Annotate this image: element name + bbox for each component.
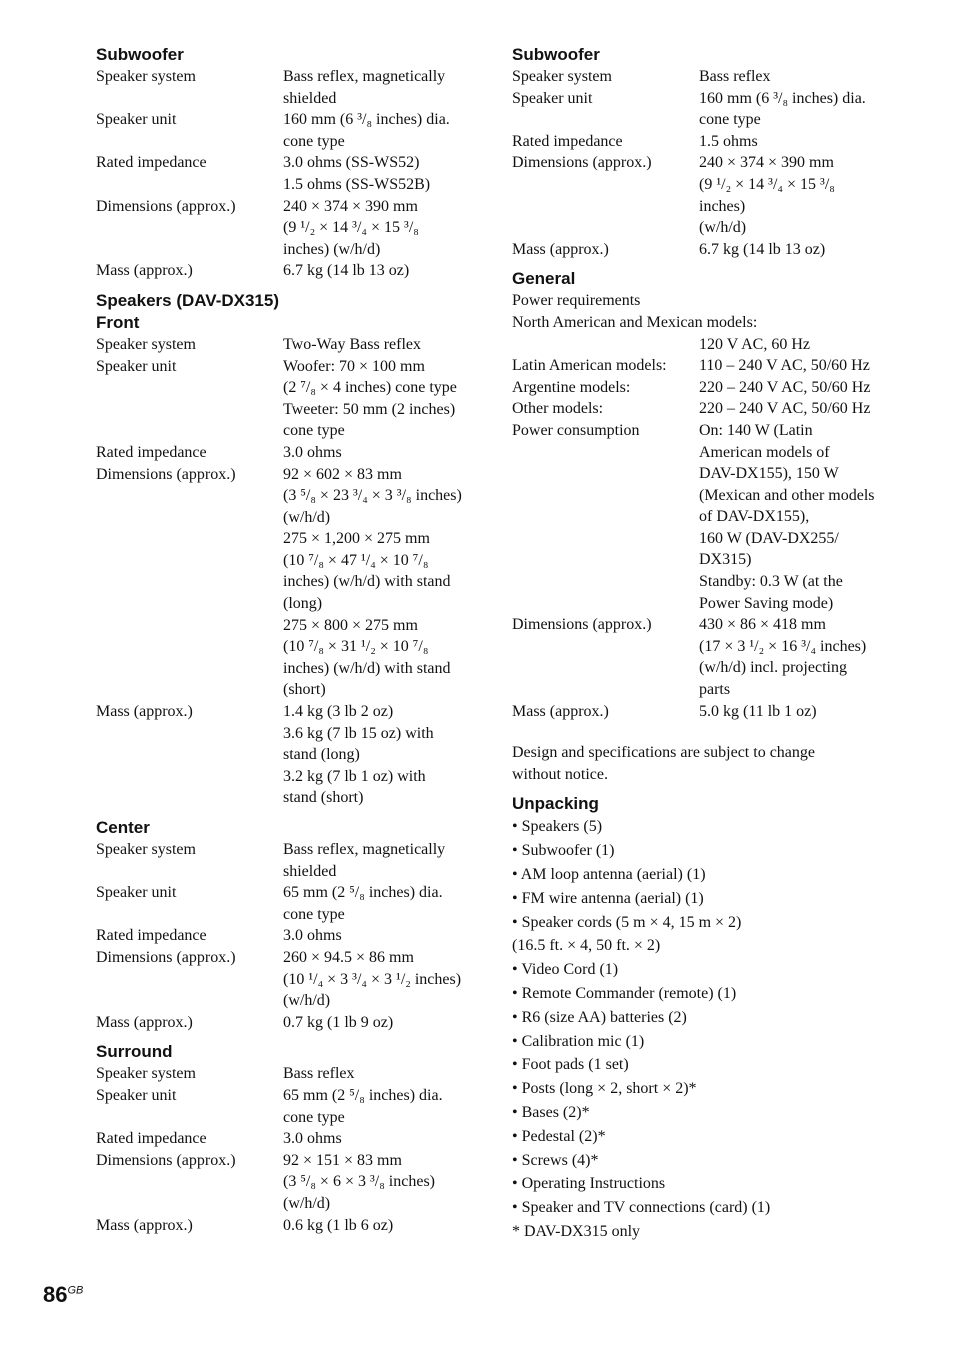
spec-value-line: (3 ⁵/₈ × 23 ³/₄ × 3 ³/₈ inches) [283, 487, 462, 505]
section-title-general: General [512, 269, 576, 289]
spec-row [512, 355, 912, 377]
power-requirements-label: Power requirements [512, 292, 641, 310]
spec-value-line: 160 mm (6 ³/₈ inches) dia. [283, 111, 450, 129]
spec-label: Rated impedance [96, 154, 207, 172]
spec-value-line: (w/h/d) [283, 992, 331, 1010]
spec-value [699, 614, 912, 700]
spec-value-line: Woofer: 70 × 100 mm [283, 357, 425, 375]
spec-row [96, 356, 476, 442]
spec-value [699, 355, 912, 377]
spec-value-line: inches) [699, 197, 746, 215]
spec-label: Latin American models: [512, 357, 667, 375]
spec-value-line: 65 mm (2 ⁵/₈ inches) dia. [283, 1086, 443, 1104]
spec-label: Speaker unit [96, 884, 177, 902]
spec-value-line: (long) [283, 595, 323, 613]
spec-value-line: Bass reflex, magnetically [283, 841, 446, 858]
spec-label: Speaker system [512, 68, 612, 85]
spec-value-line: 160 W (DAV-DX255/ [699, 529, 839, 547]
section-title-center: Center [96, 818, 150, 837]
spec-row [96, 1085, 476, 1128]
spec-label: Speaker unit [96, 357, 177, 375]
spec-value-line: 1.5 ohms (SS-WS52B) [283, 175, 431, 193]
spec-value-line: stand (long) [283, 746, 360, 764]
spec-value-line: Bass reflex, magnetically [283, 68, 446, 85]
section-title-subwoofer: Subwoofer [96, 45, 184, 64]
spec-label: Mass (approx.) [96, 262, 193, 280]
spec-value-line: DAV-DX155), 150 W [699, 465, 839, 483]
spec-value-line: 92 × 151 × 83 mm [283, 1151, 402, 1169]
spec-value-line: 3.2 kg (7 lb 1 oz) with [283, 767, 426, 785]
spec-value [699, 701, 912, 723]
spec-value-line: cone type [283, 1108, 345, 1126]
spec-row [96, 925, 476, 947]
spec-label: Speaker unit [512, 89, 593, 107]
spec-row [512, 131, 912, 153]
spec-value [283, 1128, 476, 1150]
spec-row [96, 260, 476, 282]
spec-row [512, 334, 912, 356]
spec-row [512, 420, 912, 614]
spec-value-line: Standby: 0.3 W (at the [699, 573, 843, 591]
list-item: • FM wire antenna (aerial) (1) [512, 889, 704, 907]
spec-label [512, 334, 699, 356]
spec-value [283, 882, 476, 925]
spec-row [96, 1150, 476, 1215]
spec-value-line: 275 × 1,200 × 275 mm [283, 530, 430, 548]
spec-label: Speaker unit [96, 111, 177, 129]
spec-row [96, 334, 476, 356]
page-number-value: 86 [43, 1282, 68, 1307]
list-item: • Speaker cords (5 m × 4, 15 m × 2) [512, 913, 742, 931]
spec-value-line: 1.4 kg (3 lb 2 oz) [283, 703, 394, 721]
unpacking-list [512, 815, 912, 1220]
notice-line: Design and specifications are subject to change [512, 744, 815, 762]
list-item: • Remote Commander (remote) (1) [512, 984, 737, 1002]
spec-value-line: 0.7 kg (1 lb 9 oz) [283, 1013, 394, 1031]
spec-value-line: DX315) [699, 551, 752, 569]
spec-row [96, 196, 476, 261]
spec-value-line: inches) (w/h/d) with stand [283, 573, 451, 591]
spec-value-line: (10 ⁷/₈ × 31 ¹/₂ × 10 ⁷/₈ [283, 638, 429, 656]
spec-value-line: 6.7 kg (14 lb 13 oz) [699, 240, 826, 258]
spec-value-line: 275 × 800 × 275 mm [283, 616, 418, 634]
spec-value-line: (w/h/d) [283, 508, 331, 526]
spec-value [283, 442, 476, 464]
spec-label: Other models: [512, 400, 604, 418]
spec-value [283, 66, 476, 109]
spec-row [512, 377, 912, 399]
spec-value [283, 947, 476, 1012]
spec-value [283, 152, 476, 195]
spec-value-line: Power Saving mode) [699, 594, 834, 612]
spec-row [512, 152, 912, 238]
spec-row [512, 614, 912, 700]
spec-value-line: stand (short) [283, 789, 364, 807]
spec-row [96, 701, 476, 809]
spec-value-line: of DAV-DX155), [699, 508, 810, 526]
spec-value-line: 240 × 374 × 390 mm [283, 197, 418, 215]
list-item: • Bases (2)* [512, 1103, 590, 1121]
notice-paragraph [512, 742, 912, 785]
spec-label: Speaker system [96, 335, 196, 353]
spec-value [283, 839, 476, 882]
spec-value [699, 152, 912, 238]
north-american-label: North American and Mexican models: [512, 313, 758, 331]
spec-value-line: Tweeter: 50 mm (2 inches) [283, 400, 456, 418]
spec-value [283, 1012, 476, 1034]
spec-value-line: 65 mm (2 ⁵/₈ inches) dia. [283, 884, 443, 902]
spec-value-line: cone type [283, 905, 345, 923]
spec-table [96, 334, 476, 809]
spec-label: Argentine models: [512, 378, 631, 396]
spec-label: Rated impedance [512, 132, 623, 150]
spec-label: Speaker system [96, 841, 196, 858]
spec-table [512, 334, 912, 723]
spec-value-line: (2 ⁷/₈ × 4 inches) cone type [283, 379, 457, 397]
spec-value [283, 464, 476, 702]
spec-label: Dimensions (approx.) [96, 465, 236, 483]
spec-label: Mass (approx.) [96, 1013, 193, 1031]
spec-value-line: 92 × 602 × 83 mm [283, 465, 402, 483]
spec-value-line: cone type [283, 132, 345, 150]
spec-value-line: (17 × 3 ¹/₂ × 16 ³/₄ inches) [699, 637, 867, 655]
spec-row [96, 1063, 476, 1085]
list-item: • Speakers (5) [512, 818, 603, 836]
spec-value [283, 1085, 476, 1128]
spec-label: Mass (approx.) [96, 1216, 193, 1234]
spec-value-line: (10 ¹/₄ × 3 ³/₄ × 3 ¹/₂ inches) [283, 970, 462, 988]
spec-value-line: (w/h/d) [283, 1194, 331, 1212]
spec-value [283, 196, 476, 261]
spec-value-line: shielded [283, 89, 337, 107]
spec-value-line: 3.0 ohms [283, 443, 342, 461]
spec-table [512, 66, 912, 260]
spec-label: Power consumption [512, 421, 640, 439]
spec-value [283, 334, 476, 356]
spec-label: Dimensions (approx.) [96, 197, 236, 215]
spec-value [283, 925, 476, 947]
spec-row [512, 88, 912, 131]
spec-label: Rated impedance [96, 1130, 207, 1148]
spec-value [283, 701, 476, 809]
spec-value [699, 377, 912, 399]
list-item: • Subwoofer (1) [512, 842, 615, 860]
spec-value-line: (w/h/d) [699, 219, 747, 237]
spec-value-line: (3 ⁵/₈ × 6 × 3 ³/₈ inches) [283, 1173, 435, 1191]
list-item: • Pedestal (2)* [512, 1127, 606, 1145]
spec-value-line: parts [699, 681, 731, 699]
spec-row [96, 464, 476, 702]
notice-line: without notice. [512, 765, 608, 783]
list-item: (16.5 ft. × 4, 50 ft. × 2) [512, 937, 661, 955]
spec-value [699, 131, 912, 153]
spec-row [96, 839, 476, 882]
spec-value-line: 6.7 kg (14 lb 13 oz) [283, 262, 410, 280]
spec-value-line: 110 – 240 V AC, 50/60 Hz [699, 357, 870, 375]
spec-value [699, 334, 912, 356]
spec-label: Rated impedance [96, 443, 207, 461]
spec-value [283, 1215, 476, 1237]
spec-value-line: inches) (w/h/d) [283, 240, 381, 258]
spec-value-line: 3.0 ohms [283, 927, 342, 945]
spec-row [96, 1128, 476, 1150]
spec-value-line: American models of [699, 443, 830, 461]
spec-value-line: 240 × 374 × 390 mm [699, 154, 834, 172]
spec-row [96, 109, 476, 152]
spec-value-line: 3.0 ohms (SS-WS52) [283, 154, 420, 172]
footnote: * DAV-DX315 only [512, 1222, 641, 1240]
spec-value [283, 260, 476, 282]
spec-label: Dimensions (approx.) [512, 154, 652, 172]
spec-row [512, 398, 912, 420]
spec-value-line: cone type [699, 111, 761, 129]
spec-value [699, 66, 912, 88]
spec-row [96, 66, 476, 109]
spec-label: Rated impedance [96, 927, 207, 945]
spec-label: Mass (approx.) [512, 702, 609, 720]
section-title-speakers: Speakers (DAV-DX315) [96, 290, 279, 310]
spec-value-line: shielded [283, 862, 337, 880]
spec-label: Speaker unit [96, 1086, 177, 1104]
section-title-unpacking: Unpacking [512, 794, 599, 814]
spec-value-line: Bass reflex [699, 68, 771, 85]
list-item: • Operating Instructions [512, 1175, 666, 1193]
spec-row [96, 1215, 476, 1237]
spec-value [699, 88, 912, 131]
spec-value-line: 3.6 kg (7 lb 15 oz) with [283, 724, 434, 742]
spec-label: Speaker system [96, 68, 196, 85]
spec-label: Dimensions (approx.) [512, 616, 652, 634]
spec-value-line: (9 ¹/₂ × 14 ³/₄ × 15 ³/₈ [283, 219, 419, 237]
spec-label: Dimensions (approx.) [96, 1151, 236, 1169]
spec-value-line: (9 ¹/₂ × 14 ³/₄ × 15 ³/₈ [699, 175, 835, 193]
section-title-surround: Surround [96, 1042, 173, 1062]
spec-label: Speaker system [96, 1065, 196, 1083]
spec-value [283, 356, 476, 442]
spec-value-line: 220 – 240 V AC, 50/60 Hz [699, 400, 871, 418]
spec-value-line: Bass reflex [283, 1065, 355, 1083]
spec-row [96, 882, 476, 925]
list-item: • Video Cord (1) [512, 961, 619, 979]
spec-value-line: On: 140 W (Latin [699, 421, 813, 439]
spec-value-line: 1.5 ohms [699, 132, 758, 150]
spec-table [96, 839, 476, 1033]
spec-label: Mass (approx.) [512, 240, 609, 258]
spec-value [283, 109, 476, 152]
spec-value-line: 0.6 kg (1 lb 6 oz) [283, 1216, 394, 1234]
page-number-suffix: GB [67, 1284, 84, 1297]
list-item: • Screws (4)* [512, 1151, 599, 1169]
spec-row [96, 947, 476, 1012]
spec-value-line: 260 × 94.5 × 86 mm [283, 948, 414, 966]
spec-value-line: (10 ⁷/₈ × 47 ¹/₄ × 10 ⁷/₈ [283, 551, 429, 569]
spec-value-line: cone type [283, 422, 345, 440]
spec-row [512, 239, 912, 261]
spec-row [512, 701, 912, 723]
spec-value-line: inches) (w/h/d) with stand [283, 659, 451, 677]
spec-value-line: 120 V AC, 60 Hz [699, 335, 810, 353]
spec-value-line: (w/h/d) incl. projecting [699, 659, 847, 677]
spec-label: Dimensions (approx.) [96, 948, 236, 966]
list-item: • AM loop antenna (aerial) (1) [512, 866, 706, 883]
spec-row [96, 152, 476, 195]
spec-value [283, 1150, 476, 1215]
list-item: • R6 (size AA) batteries (2) [512, 1008, 687, 1026]
spec-value [699, 420, 912, 614]
spec-value [283, 1063, 476, 1085]
spec-label: Mass (approx.) [96, 703, 193, 721]
spec-table [96, 1063, 476, 1236]
right-column [512, 44, 912, 1244]
section-title-subwoofer: Subwoofer [512, 45, 600, 64]
spec-value-line: (Mexican and other models [699, 486, 875, 504]
list-item: • Speaker and TV connections (card) (1) [512, 1199, 771, 1217]
spec-value [699, 239, 912, 261]
spec-row [96, 442, 476, 464]
left-column [96, 44, 476, 1242]
spec-row [96, 1012, 476, 1034]
page-number [43, 1282, 83, 1308]
spec-value-line: 160 mm (6 ³/₈ inches) dia. [699, 89, 866, 107]
spec-row [512, 66, 912, 88]
list-item: • Posts (long × 2, short × 2)* [512, 1080, 697, 1098]
spec-table [96, 66, 476, 282]
list-item: • Calibration mic (1) [512, 1032, 645, 1050]
spec-value-line: Two-Way Bass reflex [283, 335, 421, 353]
spec-value-line: 430 × 86 × 418 mm [699, 616, 826, 634]
spec-value-line: 3.0 ohms [283, 1130, 342, 1148]
list-item: • Foot pads (1 set) [512, 1056, 629, 1074]
spec-value-line: 5.0 kg (11 lb 1 oz) [699, 702, 817, 720]
spec-value-line: (short) [283, 681, 326, 699]
spec-value-line: 220 – 240 V AC, 50/60 Hz [699, 378, 871, 396]
spec-value [699, 398, 912, 420]
section-title-front: Front [96, 312, 140, 332]
